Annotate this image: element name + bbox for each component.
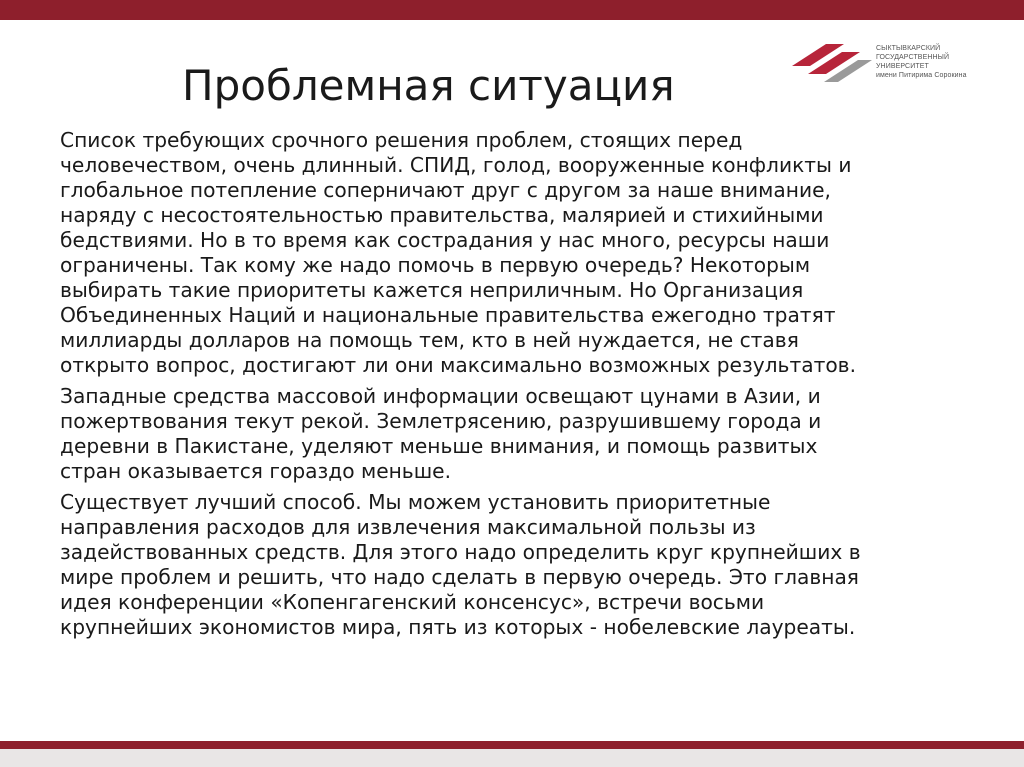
text-line: деревни в Пакистане, уделяют меньше внимания, и помощь развитых: [60, 434, 818, 458]
paragraph-2: [60, 384, 972, 484]
text-line: Список требующих срочного решения проблем, стоящих перед: [60, 128, 743, 152]
text-line: задействованных средств. Для этого надо определить круг крупнейших в: [60, 540, 861, 564]
text-line: мире проблем и решить, что надо сделать в первую очередь. Это главная: [60, 565, 859, 589]
logo-line: ГОСУДАРСТВЕННЫЙ: [876, 54, 950, 61]
text-line: ограничены. Так кому же надо помочь в первую очередь? Некоторым: [60, 253, 811, 277]
logo-line: СЫКТЫВКАРСКИЙ: [876, 45, 941, 52]
text-line: Западные средства массовой информации освещают цунами в Азии, и: [60, 384, 821, 408]
logo-line: имени Питирима Сорокина: [876, 72, 967, 79]
text-line: выбирать такие приоритеты кажется неприличным. Но Организация: [60, 278, 804, 302]
text-line: Объединенных Наций и национальные правительства ежегодно тратят: [60, 303, 836, 327]
bottom-accent-bar: [0, 741, 1024, 749]
logo-line: УНИВЕРСИТЕТ: [876, 63, 929, 70]
text-line: глобальное потепление соперничают друг с другом за наше внимание,: [60, 178, 831, 202]
university-logo: [786, 40, 1000, 86]
slide-body: [60, 128, 972, 646]
text-line: идея конференции «Копенгагенский консенсус», встречи восьми: [60, 590, 765, 614]
text-line: открыто вопрос, достигают ли они максимально возможных результатов.: [60, 353, 856, 377]
footer-strip: [0, 749, 1024, 767]
university-logo-icon: [786, 40, 872, 86]
text-line: крупнейших экономистов мира, пять из которых - нобелевские лауреаты.: [60, 615, 856, 639]
text-line: Существует лучший способ. Мы можем установить приоритетные: [60, 490, 771, 514]
text-line: бедствиями. Но в то время как сострадания у нас много, ресурсы наши: [60, 228, 830, 252]
text-line: человечеством, очень длинный. СПИД, голод, вооруженные конфликты и: [60, 153, 852, 177]
paragraph-3: [60, 490, 972, 640]
text-line: стран оказывается гораздо меньше.: [60, 459, 452, 483]
paragraph-1: [60, 128, 972, 378]
text-line: пожертвования текут рекой. Землетрясению, разрушившему города и: [60, 409, 822, 433]
text-line: направления расходов для извлечения максимальной пользы из: [60, 515, 756, 539]
top-accent-bar: [0, 0, 1024, 20]
text-line: миллиарды долларов на помощь тем, кто в ней нуждается, не ставя: [60, 328, 799, 352]
slide-title: Проблемная ситуация: [182, 61, 675, 110]
text-line: наряду с несостоятельностью правительства, малярией и стихийными: [60, 203, 824, 227]
university-name: [876, 44, 1000, 80]
